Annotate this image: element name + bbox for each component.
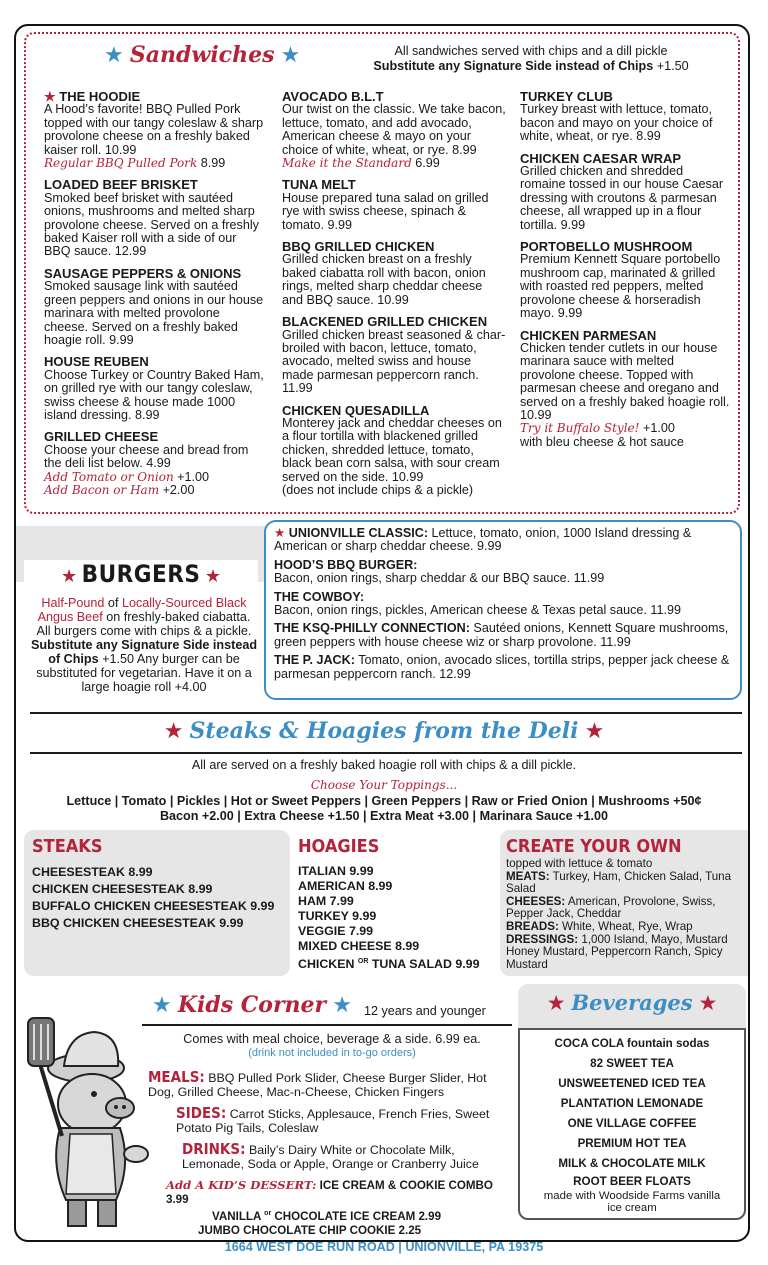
hoagies-title: HOAGIES <box>298 836 380 857</box>
item-extra: Add Tomato or Onion <box>44 469 174 484</box>
item-name: CHICKEN PARMESAN <box>520 327 657 343</box>
create-title: CREATE YOUR OWN <box>506 836 682 857</box>
kids-sides-label: SIDES: <box>176 1104 227 1122</box>
sandwiches-note-1: All sandwiches served with chips and a dill pickle <box>394 44 668 58</box>
create-subtitle: topped with lettuce & tomato <box>506 857 653 870</box>
menu-item <box>520 90 732 144</box>
sandwiches-note <box>326 44 736 74</box>
list-item: CHEESES: American, Provolone, Swiss, Pepper Jack, Cheddar <box>506 894 716 921</box>
burgers-desc-e-price: +1.50 <box>102 652 134 666</box>
list-item: CHICKEN $^{OR}$ TUNA SALAD 9.99 <box>298 957 480 972</box>
item-extra-price: +1.00 <box>642 421 675 436</box>
kids-note-2: (drink not included in to-go orders) <box>248 1047 416 1059</box>
item-desc: Tomato, onion, avocado slices, tortilla strips, pepper jack cheese & parmesan peppercorn ranch. 12.99 <box>274 653 730 681</box>
list-item: MILK & CHOCOLATE MILK <box>558 1157 706 1170</box>
item-extra: Regular BBQ Pulled Pork <box>44 156 198 171</box>
kids-title-row <box>152 992 352 1018</box>
steaks-list <box>32 864 274 932</box>
item-name: SAUSAGE PEPPERS & ONIONS <box>44 265 242 281</box>
burgers-desc-a: Half-Pound <box>41 596 105 610</box>
item-desc: Grilled chicken breast on a freshly baked ciabatta roll with bacon, onion rings, melted sharp cheddar cheese and BBQ sauce. 10.99 <box>282 252 486 307</box>
menu-item <box>44 90 266 170</box>
item-desc: A Hood’s favorite! BBQ Pulled Pork topped with our tangy coleslaw & sharp provolone cheese on a freshly baked kaiser roll. 10.99 <box>44 102 264 157</box>
menu-item <box>520 329 732 450</box>
kids-dessert-3: JUMBO CHOCOLATE CHIP COOKIE 2.25 <box>198 1223 422 1237</box>
steaks-panel <box>24 830 290 976</box>
menu-item <box>282 240 506 307</box>
burgers-list <box>264 520 742 700</box>
item-name: TURKEY CLUB <box>520 89 613 104</box>
burgers-title-row <box>24 560 258 590</box>
item-desc: Chicken tender cutlets in our house marinara sauce with melted provolone cheese. Topped with parmesan cheese and oregano and served on a freshly baked hoagie roll. 10.99 <box>520 340 730 422</box>
footer-address: 1664 WEST DOE RUN ROAD | UNIONVILLE, PA 19375 <box>224 1240 544 1254</box>
item-name: THE COWBOY: <box>274 589 365 604</box>
star-icon: ★ <box>152 992 172 1017</box>
item-desc: Bacon, onion rings, sharp cheddar & our BBQ sauce. 11.99 <box>274 571 605 586</box>
star-icon: ★ <box>698 992 718 1015</box>
item-extra: Make it the Standard <box>282 156 412 171</box>
menu-item <box>282 404 506 498</box>
menu-item <box>282 315 506 395</box>
kids-note: Comes with meal choice, beverage & a side. 6.99 ea. <box>183 1032 481 1046</box>
list-item: BUFFALO CHICKEN CHEESESTEAK 9.99 <box>32 899 275 913</box>
menu-item <box>44 178 266 258</box>
kids-meals <box>148 1070 512 1099</box>
burgers-desc-c: Locally-Sourced Black Angus Beef <box>37 596 247 624</box>
sandwiches-note-2-price: +1.50 <box>656 59 689 73</box>
item-extra-price: 8.99 <box>200 156 226 171</box>
create-panel <box>500 830 750 976</box>
beverages-title-row <box>518 990 746 1016</box>
item-name: THE P. JACK: <box>274 653 355 668</box>
menu-frame <box>14 24 750 1242</box>
list-item: HAM 7.99 <box>298 894 354 908</box>
burgers-items <box>274 527 734 681</box>
burgers-title: BURGERS <box>81 560 201 588</box>
sandwiches-col-2 <box>282 90 506 505</box>
menu-item <box>274 654 734 681</box>
star-icon: ★ <box>332 992 352 1017</box>
create-list <box>506 858 746 971</box>
item-desc: Grilled chicken and shredded romaine tossed in our house Caesar dressing with croutons & parmesan cheese, all wrapped up in a flour tortilla. 9.99 <box>520 164 724 232</box>
item-name: THE HOODIE <box>59 89 141 104</box>
item-extra: Try it Buffalo Style! <box>520 421 640 436</box>
item-name: PORTOBELLO MUSHROOM <box>520 239 693 255</box>
sandwiches-note-2: Substitute any Signature Side instead of Chips <box>373 59 654 73</box>
deli-note: All are served on a freshly baked hoagie roll with chips & a dill pickle. <box>191 758 577 772</box>
item-desc: House prepared tuna salad on grilled rye with swiss cheese, spinach & tomato. 9.99 <box>282 190 489 232</box>
divider <box>30 752 742 754</box>
list-item: UNSWEETENED ICED TEA <box>558 1077 706 1090</box>
item-desc: Smoked sausage link with sautéed green peppers and onions in our house marinara with melted provolone cheese. Served on a freshly baked hoagie roll. 9.99 <box>44 279 264 347</box>
kids-dessert-1: ICE CREAM & COOKIE COMBO 3.99 <box>166 1179 493 1206</box>
list-item: ROOT BEER FLOATS <box>573 1175 691 1188</box>
item-name: HOUSE REUBEN <box>44 354 149 370</box>
beverages-title: Beverages <box>571 990 693 1015</box>
item-name: CHICKEN QUESADILLA <box>282 402 430 418</box>
kids-age: 12 years and younger <box>364 1004 486 1018</box>
burgers-desc <box>30 596 258 694</box>
divider <box>142 1024 512 1026</box>
list-item: BREADS: White, Wheat, Rye, Wrap <box>506 919 693 933</box>
burgers-desc-d: on freshly-baked ciabatta. All burgers come with chips & a pickle. <box>36 610 252 638</box>
item-desc: Bacon, onion rings, pickles, American cheese & Texas petal sauce. 11.99 <box>274 603 681 618</box>
item-desc-2: with bleu cheese & hot sauce <box>520 434 684 449</box>
item-desc: Lettuce, tomato, onion, 1000 Island dressing & American or sharp cheddar cheese. 9.99 <box>274 526 692 554</box>
beverages-panel <box>518 984 746 1220</box>
item-name: BLACKENED GRILLED CHICKEN <box>282 314 488 330</box>
menu-item <box>274 591 734 618</box>
hoagies-list <box>298 864 479 972</box>
item-name: LOADED BEEF BRISKET <box>44 177 198 193</box>
item-desc: Smoked beef brisket with sautéed onions, mushrooms and melted sharp provolone cheese. Served on a freshly baked Kaiser roll with a side of our BBQ sauce. 12.99 <box>44 190 259 259</box>
list-item: ITALIAN 9.99 <box>298 864 374 878</box>
kids-drinks <box>182 1142 512 1171</box>
item-desc-2: (does not include chips & a pickle) <box>282 482 474 497</box>
menu-item <box>520 152 732 232</box>
kids-sides <box>176 1106 512 1135</box>
burgers-desc-b: of <box>104 596 122 610</box>
menu-item <box>520 240 732 320</box>
list-item: 82 SWEET TEA <box>590 1057 674 1070</box>
item-name: TUNA MELT <box>282 177 356 193</box>
kids-sides-text: Carrot Sticks, Applesauce, French Fries, Sweet Potato Pig Tails, Coleslaw <box>176 1107 490 1135</box>
toppings-title: Choose Your Toppings... <box>310 778 458 792</box>
toppings-line-2: Bacon +2.00 | Extra Cheese +1.50 | Extra Meat +3.00 | Marinara Sauce +1.00 <box>159 809 609 823</box>
list-item: BBQ CHICKEN CHEESESTEAK 9.99 <box>32 916 244 930</box>
menu-item <box>282 90 506 170</box>
star-icon: ★ <box>61 566 78 586</box>
item-extra-2-price: +2.00 <box>162 482 195 497</box>
kids-section <box>16 984 512 1242</box>
item-extra-price: +1.00 <box>177 469 210 484</box>
menu-item <box>274 622 734 649</box>
sandwiches-col-1 <box>44 90 266 505</box>
steaks-title: STEAKS <box>32 836 103 857</box>
kids-title: Kids Corner <box>177 992 327 1018</box>
menu-item <box>274 559 734 586</box>
burgers-desc-e: Substitute any Signature Side instead of Chips <box>30 638 258 666</box>
star-icon: ★ <box>44 89 56 104</box>
kids-drinks-label: DRINKS: <box>182 1140 246 1158</box>
kids-meals-label: MEALS: <box>148 1068 205 1086</box>
kids-drinks-text: Baily’s Dairy White or Chocolate Milk, Lemonade, Soda or Apple, Orange or Cranberry Juice <box>182 1143 479 1171</box>
star-icon: ★ <box>280 42 301 67</box>
list-item: ONE VILLAGE COFFEE <box>567 1117 697 1130</box>
kids-dessert: Add A KID’S DESSERT: ICE CREAM & COOKIE COMBO 3.99 VANILLA $^{or}$ CHOCOLATE ICE CREAM 2.99 JUMBO CHOCOLATE CHIP COOKIE 2.25 <box>166 1178 512 1238</box>
sandwiches-title: Sandwiches <box>129 42 275 68</box>
deli-title-row <box>16 718 750 744</box>
item-name: UNIONVILLE CLASSIC: <box>288 526 429 540</box>
item-desc: Our twist on the classic. We take bacon, lettuce, tomato, and add avocado, American cheese & mayo on your choice of white, wheat, or rye. 8.99 <box>282 102 506 157</box>
list-item: PLANTATION LEMONADE <box>560 1097 704 1110</box>
item-extra-price: 6.99 <box>415 156 440 171</box>
item-name: THE KSQ-PHILLY CONNECTION: <box>274 621 470 636</box>
menu-item <box>44 355 266 422</box>
toppings-list <box>16 794 750 824</box>
sandwiches-section <box>24 32 740 514</box>
item-desc: Premium Kennett Square portobello mushroom cap, marinated & grilled with roasted red peppers, melted provolone cheese & horseradish mayo. 9.99 <box>520 252 721 321</box>
deli-title: Steaks & Hoagies from the Deli <box>189 718 579 744</box>
pig-chef-mascot-icon <box>20 1004 170 1236</box>
star-icon: ★ <box>584 718 605 743</box>
item-name: AVOCADO B.L.T <box>282 89 384 104</box>
hoagies-panel <box>298 830 498 976</box>
star-icon: ★ <box>546 992 566 1015</box>
item-extra-2: Add Bacon or Ham <box>44 482 160 497</box>
sandwiches-title-row <box>104 42 300 68</box>
list-item: COCA COLA fountain sodas <box>554 1037 710 1050</box>
star-icon: ★ <box>204 566 221 586</box>
list-item: AMERICAN 8.99 <box>298 879 393 893</box>
list-item: TURKEY 9.99 <box>298 909 377 923</box>
item-name: CHICKEN CAESAR WRAP <box>520 150 682 166</box>
menu-item <box>282 178 506 232</box>
item-desc: Choose your cheese and bread from the deli list below. 4.99 <box>44 442 249 471</box>
item-desc: Monterey jack and cheddar cheeses on a flour tortilla with blackened grilled chicken, shredded lettuce, tomato, black bean corn salsa, with sour cream served on the side. 10.99 <box>282 415 502 484</box>
menu-item <box>44 267 266 347</box>
kids-meals-text: BBQ Pulled Pork Slider, Cheese Burger Slider, Hot Dog, Grilled Cheese, Mac-n-Cheese, Chicken Fingers <box>148 1071 487 1099</box>
list-item: PREMIUM HOT TEA <box>577 1137 687 1150</box>
star-icon: ★ <box>104 42 124 67</box>
divider <box>30 712 742 714</box>
burgers-desc-f: Any burger can be substituted for vegetarian. Have it on a large hoagie roll +4.00 <box>36 652 252 694</box>
float-note: made with Woodside Farms vanilla ice cream <box>543 1190 721 1214</box>
menu-item <box>274 527 734 554</box>
star-icon: ★ <box>163 718 184 743</box>
menu-item <box>44 430 266 497</box>
list-item: CHICKEN CHEESESTEAK 8.99 <box>32 882 213 896</box>
item-desc: Sautéed onions, Kennett Square mushrooms, green peppers with house cheese wiz or sharp provolone. 11.99 <box>274 621 729 649</box>
sandwiches-col-3 <box>520 90 732 457</box>
item-desc: Turkey breast with lettuce, tomato, bacon and mayo on your choice of white, wheat, or rye. 8.99 <box>520 102 713 144</box>
list-item: DRESSINGS: 1,000 Island, Mayo, Mustard Honey Mustard, Peppercorn Ranch, Spicy Mustard <box>506 932 728 971</box>
item-name: GRILLED CHEESE <box>44 429 159 445</box>
toppings-line-1: Lettuce | Tomato | Pickles | Hot or Sweet Peppers | Green Peppers | Raw or Fried Onion | Mushrooms +50¢ <box>66 794 702 808</box>
list-item: MEATS: Turkey, Ham, Chicken Salad, Tuna Salad <box>506 869 732 896</box>
kids-dessert-label: Add A KID’S DESSERT: <box>166 1178 317 1192</box>
beverages-list <box>518 1028 746 1220</box>
item-name: HOOD’S BBQ BURGER: <box>274 557 418 572</box>
item-name: BBQ GRILLED CHICKEN <box>282 239 435 255</box>
list-item: CHEESESTEAK 8.99 <box>32 865 153 879</box>
list-item: VEGGIE 7.99 <box>298 924 374 938</box>
star-icon: ★ <box>274 526 286 540</box>
item-desc: Choose Turkey or Country Baked Ham, on grilled rye with our tangy coleslaw, swiss cheese & house made 1000 island dressing. 8.99 <box>44 367 264 422</box>
item-desc: Grilled chicken breast seasoned & char-broiled with bacon, lettuce, tomato, avocado, melted swiss and house made parmesan peppercorn ranch. 11.99 <box>282 327 506 396</box>
list-item: MIXED CHEESE 8.99 <box>298 939 420 953</box>
